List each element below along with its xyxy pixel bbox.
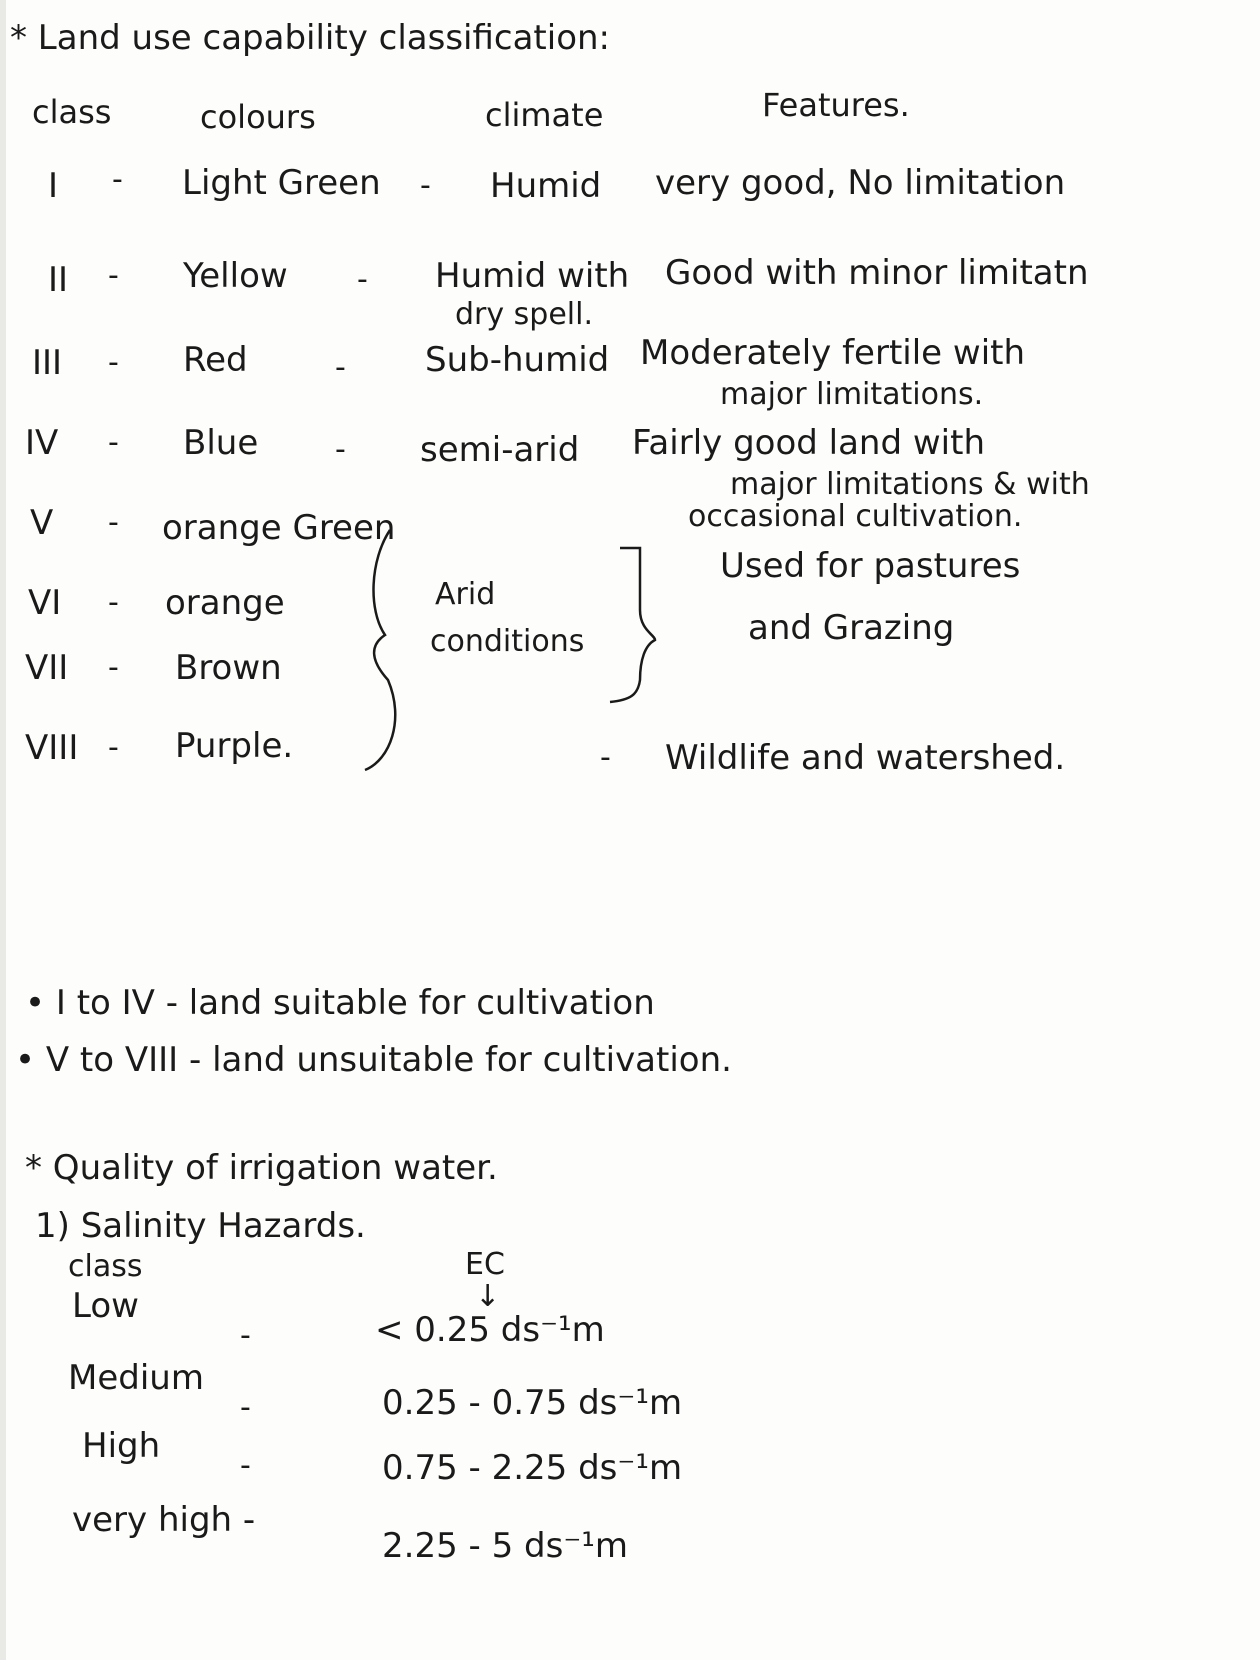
group-feature-last: Wildlife and watershed. — [665, 738, 1066, 778]
row-5-class: V — [30, 503, 54, 543]
section2-ec-label: EC — [465, 1247, 505, 1282]
row-3-dash2: - — [335, 350, 346, 385]
row-4-class: IV — [25, 423, 59, 463]
row-2-dash: - — [108, 258, 119, 293]
row-2-climate-cont: dry spell. — [455, 297, 594, 332]
row-2-climate: Humid with — [435, 256, 630, 296]
row-3-feature: Moderately fertile with — [640, 333, 1026, 373]
page-edge — [0, 0, 6, 1660]
salinity-veryhigh-class: very high - — [72, 1500, 256, 1540]
page-title: * Land use capability classification: — [10, 18, 611, 58]
row-8-dash: - — [108, 730, 119, 765]
header-class: class — [32, 93, 112, 131]
salinity-medium-class: Medium — [68, 1358, 204, 1398]
row-3-colour: Red — [183, 340, 248, 380]
row-6-colour: orange — [165, 583, 285, 623]
row-5-dash: - — [108, 505, 119, 540]
left-brace — [360, 520, 420, 780]
header-climate: climate — [485, 96, 604, 134]
group-feature-cont: and Grazing — [748, 608, 955, 648]
salinity-low-class: Low — [72, 1286, 139, 1326]
row-2-colour: Yellow — [183, 256, 288, 296]
section2-subtitle: 1) Salinity Hazards. — [35, 1206, 366, 1246]
salinity-low-range: < 0.25 ds⁻¹m — [375, 1310, 605, 1350]
row-3-climate: Sub-humid — [425, 340, 610, 380]
row-4-feature-cont: major limitations & with — [730, 467, 1090, 502]
salinity-low-dash: - — [240, 1318, 251, 1353]
row-5-colour: orange Green — [162, 508, 396, 548]
salinity-high-range: 0.75 - 2.25 ds⁻¹m — [382, 1448, 683, 1488]
row-4-climate: semi-arid — [420, 430, 580, 470]
row-4-feature: Fairly good land with — [632, 423, 985, 463]
row-1-climate: Humid — [490, 166, 602, 206]
salinity-high-class: High — [82, 1426, 161, 1466]
row-1-dash2: - — [420, 168, 431, 203]
row-1-class: I — [48, 166, 59, 206]
group-climate-cont: conditions — [430, 624, 585, 659]
right-brace — [600, 540, 660, 710]
note-suitable: • I to IV - land suitable for cultivation — [25, 983, 655, 1023]
row-4-dash: - — [108, 425, 119, 460]
row-8-colour: Purple. — [175, 726, 294, 766]
row-6-class: VI — [28, 583, 62, 623]
row-7-class: VII — [25, 648, 69, 688]
salinity-medium-dash: - — [240, 1390, 251, 1425]
row-2-dash2: - — [357, 262, 368, 297]
row-1-dash: - — [112, 162, 123, 197]
section2-arrow-icon: ↓ — [475, 1279, 501, 1314]
row-1-colour: Light Green — [182, 163, 381, 203]
row-8-dash2: - — [600, 740, 611, 775]
row-4-dash2: - — [335, 432, 346, 467]
section2-class-label: class — [68, 1249, 143, 1284]
salinity-high-dash: - — [240, 1448, 251, 1483]
group-climate: Arid — [435, 577, 496, 612]
header-colours: colours — [200, 98, 316, 136]
row-7-colour: Brown — [175, 648, 282, 688]
row-4-colour: Blue — [183, 423, 259, 463]
row-2-feature: Good with minor limitatn — [665, 253, 1089, 293]
salinity-medium-range: 0.25 - 0.75 ds⁻¹m — [382, 1383, 683, 1423]
row-3-feature-cont: major limitations. — [720, 377, 984, 412]
salinity-veryhigh-range: 2.25 - 5 ds⁻¹m — [382, 1526, 629, 1566]
row-3-dash: - — [108, 345, 119, 380]
row-2-class: II — [48, 260, 69, 300]
row-4-feature-cont2: occasional cultivation. — [688, 499, 1023, 534]
header-features: Features. — [762, 86, 910, 124]
row-7-dash: - — [108, 650, 119, 685]
row-3-class: III — [32, 343, 63, 383]
row-6-dash: - — [108, 585, 119, 620]
note-unsuitable: • V to VIII - land unsuitable for cultivation. — [15, 1040, 732, 1080]
group-feature: Used for pastures — [720, 546, 1021, 586]
row-8-class: VIII — [25, 728, 79, 768]
section2-title: * Quality of irrigation water. — [25, 1148, 498, 1188]
row-1-feature: very good, No limitation — [655, 163, 1066, 203]
